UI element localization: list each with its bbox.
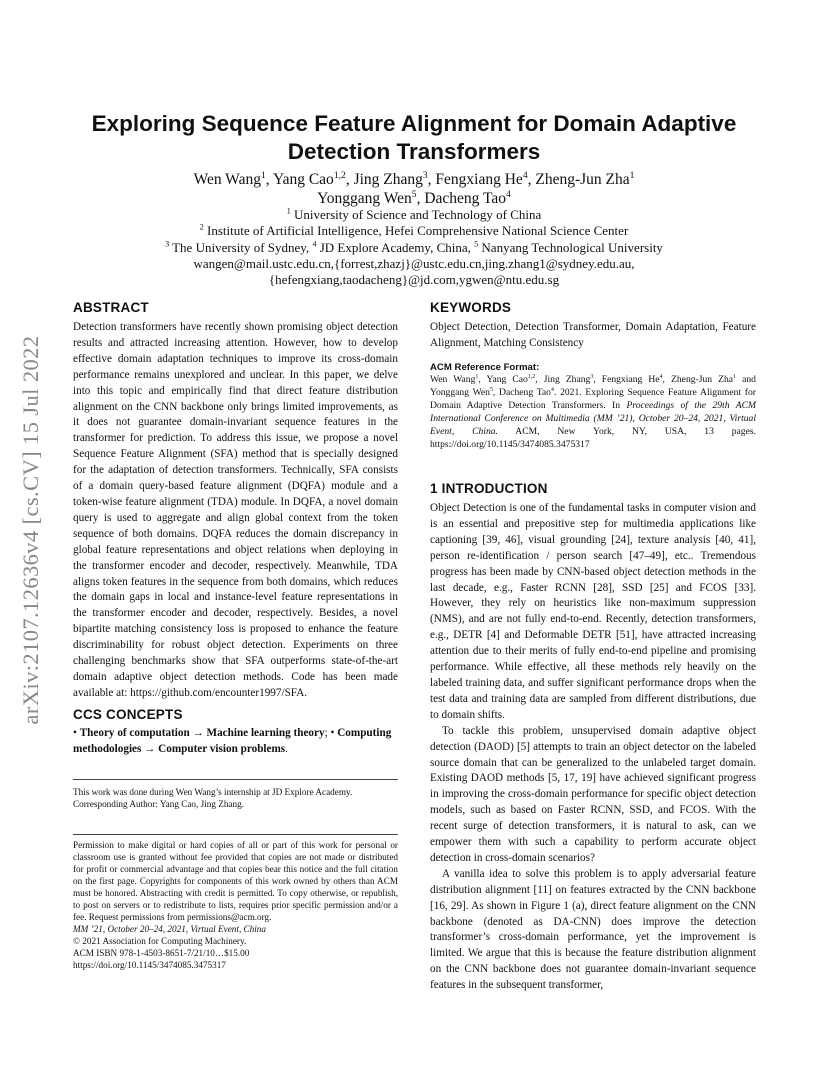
intro-paragraph-1: Object Detection is one of the fundamental tasks in computer vision and is an essential and prepositive step for multimedia applications like captioning [39, 46], visual grounding [24], texture analysis [40, 41], person re-identification / person search [47–49], etc.. Tremendous progress has been made by CNN-based object detection methods in the last decade, e.g., Faster RCNN [28], SSD [25] and FCOS [33]. However, they rely on heuristics like non-maximum suppression (NMS), and are not fully end-to-end. Recently, detection transformers, e.g., DETR [4] and Deformable DETR [51], have attracted increasing attention due to their merits of fully end-to-end pipeline and promising performance. While effective, all these methods rely heavily on the labeled training data, and suffer significant performance drops when the test data and training data are sampled from different distributions, due to domain shifts. [430,502,756,721]
ref-part: , Fengxiang He [593,374,660,385]
affil-sup: 1 [286,206,291,216]
ccs-text [73,726,398,758]
ref-sup: 1 [475,373,479,380]
author-name: Zheng-Jun Zha [535,171,630,188]
email-line: wangen@mail.ustc.edu.cn,{forrest,zhazj}@ustc.edu.cn,jing.zhang1@sydney.edu.au, [193,255,635,271]
keywords-text: Object Detection, Detection Transformer, Domain Adaptation, Feature Alignment, Matching Consistency [430,321,756,349]
author-sup: 5 [411,188,417,200]
ccs-item: Computing methodologies → Computer vision problems [73,727,392,755]
introduction-heading: 1 INTRODUCTION [430,481,548,496]
author-sup: 3 [422,169,428,181]
author-sup: 4 [522,169,528,181]
affil-sup: 2 [199,222,204,232]
doi-line: https://doi.org/10.1145/3474085.3475317 [73,960,226,970]
acm-reference-heading: ACM Reference Format: [430,362,540,373]
affil-text: JD Explore Academy, China, [319,239,471,255]
permission-block [73,839,398,971]
affil-text: Institute of Artificial Intelligence, Hefei Comprehensive National Science Center [207,223,629,239]
author-name: Yonggang Wen [317,190,412,207]
introduction-body [430,501,756,994]
abstract-text: Detection transformers have recently shown promising object detection results and attracted increasing attention. However, how to develop effective domain adaptation techniques to improve its cross-domain performance remains unexplored and unclear. In this paper, we delve into this topic and empirically find that direct feature distribution alignment on the CNN backbone only brings limited improvements, as it does not guarantee domain-invariant sequence features in the transformer for prediction. To address this issue, we propose a novel Sequence Feature Alignment (SFA) method that is specially designed for the adaptation of detection transformers. Technically, SFA consists of a domain query-based feature alignment (DQFA) module and a token-wise feature alignment (TDA) module. In DQFA, a novel domain query is used to aggregate and align global context from the token sequence of both domains. DQFA reduces the domain discrepancy in global feature representations and object relations when deploying in the transformer encoder and decoder, respectively. Meanwhile, TDA aligns token features in the sequence from both domains, which reduces the domain gaps in local and instance-level feature representations in the transformer encoder and decoder, respectively. Besides, a novel bipartite matching consistency loss is proposed to enhance the feature discriminability for robust object detection. Experiments on three challenging benchmarks show that SFA outperforms state-of-the-art domain adaptive object detection methods. Code has been made available at: https://github.com/encounter1997/SFA. [73,321,398,699]
author-sup: 4 [506,188,511,200]
ref-part: , Dacheng Tao [492,387,551,398]
author-name: Jing Zhang [353,171,423,188]
affil-text: University of Science and Technology of China [294,207,542,222]
intro-paragraph-2: To tackle this problem, unsupervised domain adaptive object detection (DAOD) [5] attempts to train an object detector on the labeled source domain that can be generalized to the unlabeled target domain. Existing DAOD methods [5, 17, 19] have achieved significant progress in improving the cross-domain performance for specific object detection models, such as based on Faster RCNN, SSD, and FCOS. With the recent surge of detection transformers, it is natural to ask, can we empower them with such a capability to perform accurate object detection in cross-domain scenarios? [430,724,756,864]
affil-sup: 4 [312,239,317,249]
ref-sup: 3 [590,373,594,380]
title-line-1: Exploring Sequence Feature Alignment for Domain Adaptive [91,111,737,136]
ref-sup: 1,2 [527,373,536,380]
ccs-bullet: • [73,727,77,739]
ref-sup: 5 [489,386,493,393]
footnote-line: Corresponding Author: Yang Cao, Jing Zhang. [73,799,244,809]
ref-part: , Yang Cao [478,374,528,385]
ref-sup: 1 [733,373,737,380]
ref-venue: Proceedings of the 29th ACM International Conference on Multimedia (MM ’21), October 20–24, 2021, Virtual Event, China. [430,400,757,437]
conference-line: MM ’21, October 20–24, 2021, Virtual Event, China [73,924,266,934]
author-list [60,170,768,208]
arxiv-stamp [20,300,42,760]
paper-title [60,110,768,166]
intro-paragraph-3: A vanilla idea to solve this problem is to apply adversarial feature distribution alignment [11] on features extracted by the CNN backbone [16, 29]. As shown in Figure 1 (a), direct feature alignment on the CNN backbone (denoted as DA-CNN) does improve the detection transformer’s cross-domain performance, yet the improvement is limited. We argue that this is because the feature distribution alignment on the CNN backbone does not guarantee domain-invariant sequence features in the subsequent transformer, [430,867,756,992]
footnote-line: This work was done during Wen Wang’s internship at JD Explore Academy. [73,787,353,797]
isbn-line: ACM ISBN 978-1-4503-8651-7/21/10…$15.00 [73,948,250,958]
affil-sup: 3 [165,239,170,249]
ref-part: and Yonggang Wen [430,374,756,398]
ref-part: . 2021. Exploring Sequence Feature Alignment for Domain Adaptive Detection Transformers. In [430,387,756,411]
affiliation-line [60,240,768,256]
permission-rule [73,834,398,835]
email-line: {hefengxiang,taodacheng}@jd.com,ygwen@ntu.edu.sg [268,272,560,288]
ccs-end: . [285,742,288,755]
footnote [73,786,398,810]
ccs-sep: ; • [324,727,335,739]
author-name: Fengxiang He [435,171,523,188]
author-sup: 1,2 [333,169,346,181]
ref-part: Wen Wang [430,374,476,385]
author-name: Dacheng Tao [424,190,507,207]
acm-reference [430,362,756,451]
copyright-line: © 2021 Association for Computing Machinery. [73,936,247,946]
ccs-item: Theory of computation → Machine learning theory [79,727,325,739]
author-line-2: Yonggang Wen$^5$, Dacheng Tao$^4$ [317,188,511,207]
arxiv-stamp-text: arXiv:2107.12636v4 [cs.CV] 15 Jul 2022 [18,335,43,725]
ref-part: ACM, New York, NY, USA, 13 pages. https://doi.org/10.1145/3474085.3475317 [430,426,756,450]
ref-part: , Jing Zhang [535,374,591,385]
affil-text: The University of Sydney, [172,239,310,255]
author-line-1: Wen Wang$^1$, Yang Cao$^{1,2}$, Jing Zhang$^3$, Fengxiang He$^4$, Zheng-Jun Zha$^1$ [193,169,635,188]
keywords-heading: KEYWORDS [430,300,512,315]
acm-reference-text [430,373,756,451]
title-line-2: Detection Transformers [287,139,541,164]
author-name: Wen Wang [193,171,261,188]
affiliation-line [60,207,768,223]
affil-sup: 5 [474,239,479,249]
affil-text: Nanyang Technological University [481,239,663,255]
author-sup: 1 [629,169,635,181]
author-sup: 1 [260,169,266,181]
author-name: Yang Cao [272,171,334,188]
ref-sup: 4 [550,386,554,393]
ref-part: , Zheng-Jun Zha [662,374,734,385]
abstract-heading: ABSTRACT [73,300,149,315]
ccs-heading: CCS CONCEPTS [73,707,183,722]
permission-text: Permission to make digital or hard copies of all or part of this work for personal or classroom use is granted without fee provided that copies are not made or distributed for profit or commercial advantage and that copies bear this notice and the full citation on the first page. Copyrights for components of this work owned by others than ACM must be honored. Abstracting with credit is permitted. To copy otherwise, or republish, to post on servers or to redistribute to lists, requires prior specific permission and/or a fee. Request permissions from permissions@acm.org. [73,840,398,922]
footnote-rule [73,779,398,780]
ref-sup: 4 [659,373,663,380]
affiliations [60,207,768,288]
affiliation-line [60,223,768,239]
